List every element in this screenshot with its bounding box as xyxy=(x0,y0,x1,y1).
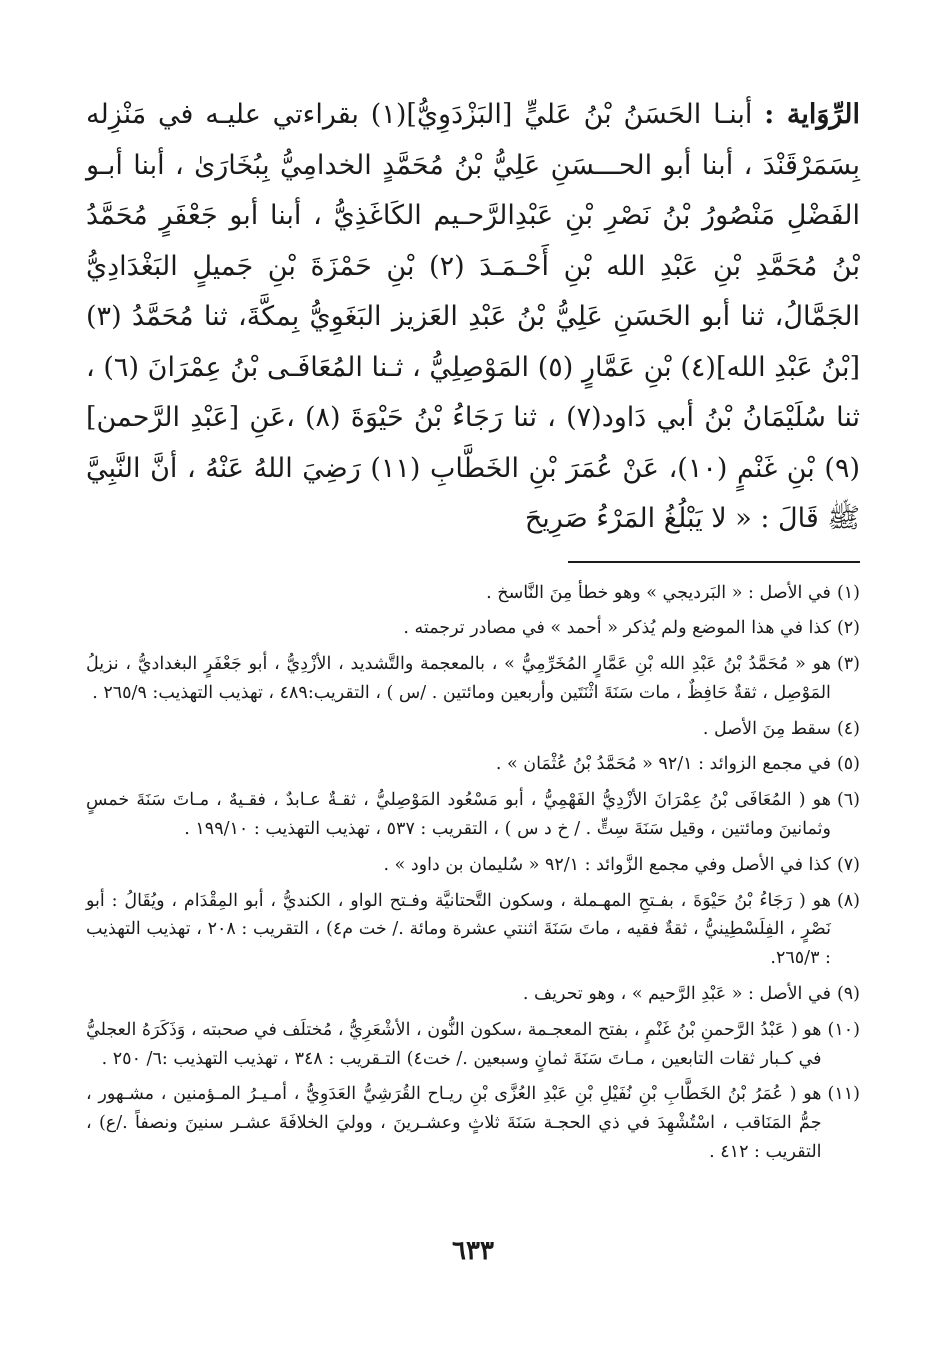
footnote-number: (٦) xyxy=(836,790,860,811)
footnote-text: كذا في الأصل وفي مجمع الزَّوائد : ٩٢/١ « سُليمان بن داود » . xyxy=(383,854,831,875)
footnote-number: (٩) xyxy=(836,984,860,1005)
footnote xyxy=(86,786,860,844)
footnote-number: (٢) xyxy=(836,618,860,639)
footnote xyxy=(86,1080,860,1166)
footnote xyxy=(86,579,860,608)
footnote xyxy=(86,750,860,779)
page-number: ٦٣٣ xyxy=(452,1236,494,1266)
footnote-number: (١١) xyxy=(827,1084,860,1105)
footnote xyxy=(86,614,860,643)
footnote-number: (٥) xyxy=(836,754,860,775)
footnote-text: هو « مُحَمَّدُ بْنُ عَبْدِ الله بْنِ عَمَّارٍ المُخَرِّمِيُّ » ، بالمعجمة والتَّشديد ، الأزْدِيُّ ، أبو جَعْفَرٍ البغداديُّ ، نزيلُ المَوْصِل ، ثقةٌ حَافِظٌ ، مات سَنَةَ اثْنَتَين وأربعين ومائتين . /س ) ، التقريب:٤٨٩ ، تهذيب التهذيب: ٢٦٥/٩ . xyxy=(86,654,831,703)
footnote-text: هو ( المُعَافَى بْنُ عِمْرَانَ الأزْدِيُّ الفَهْمِيُّ ، أبو مَسْعُود المَوْصِليُّ ، ثقـةٌ عـابدٌ ، فقـيهٌ ، مـاتَ سَنَةَ خمسٍ وثمانينَ ومائتين ، وقيل سَنَةَ سِتٍّ . / خ د س ) ، التقريب : ٥٣٧ ، تهذيب التهذيب : ١٩٩/١٠ . xyxy=(86,790,831,840)
riwaya-text: أبنـا الحَسَنُ بْنُ عَليٍّ [البَزْدَوِيُّ](١) بقراءتي عليـه في مَنْزِله بِسَمَرْقَنْدَ ، أبنا أبو الحـــسَنِ عَلِيُّ بْنُ مُحَمَّدٍ الخدامِيُّ بِبُخَارَىٰ ، أبنا أبـو الفَضْلِ مَنْصُورُ بْنُ نَصْرِ بْنِ عَبْدِالرَّحـيم الكَاغَذِيُّ ، أبنا أبو جَعْفَرٍ مُحَمَّدُ بْنُ مُحَمَّدِ بْنِ عَبْدِ الله بْنِ أَحْـمَـدَ (٢) بْنِ حَمْزَةَ بْنِ جَميلٍ البَغْدَادِيُّ الجَمَّالُ، ثنا أبو الحَسَنِ عَلِيُّ بْنُ عَبْدِ العَزيز البَغَوِيُّ بِمكَّةَ، ثنا مُحَمَّدُ (٣) [بْنُ عَبْدِ الله](٤) بْنِ عَمَّارٍ (٥) المَوْصِلِيُّ ، ثـنا المُعَافَـى بْنُ عِمْرَانَ (٦) ، ثنا سُلَيْمَانُ بْنُ أبي دَاود(٧) ، ثنا رَجَاءُ بْنُ حَيْوَةَ (٨) ،عَنِ [عَبْدِ الرَّحمن] (٩) بْنِ غَنْمٍ (١٠)، عَنْ عُمَرَ بْنِ الخَطَّابِ (١١) رَضِيَ اللهُ عَنْهُ ، أنَّ النَّبِيَّ ﷺ قَالَ : « لا يَبْلُغُ المَرْءُ صَرِيحَ xyxy=(86,99,860,534)
footnotes xyxy=(86,579,860,1167)
footnote xyxy=(86,887,860,973)
footnote-number: (٤) xyxy=(836,718,860,739)
footnote xyxy=(86,650,860,708)
footnote-number: (٨) xyxy=(836,890,860,911)
footnote-text: كذا في هذا الموضع ولم يُذكر « أحمد » في مصادر ترجمته . xyxy=(403,618,831,639)
main-paragraph xyxy=(86,90,860,545)
footnote-separator xyxy=(568,561,860,563)
footnote xyxy=(86,851,860,880)
riwaya-label: الرِّوَاية : xyxy=(764,99,860,130)
footnote-number: (١٠) xyxy=(827,1019,860,1040)
footnote-text: هو ( رَجَاءُ بْنُ حَيْوَةَ ، بفـتحِ المهـملة ، وسكون التَّحتانيَّة وفـتح الواو ، الكنديُّ ، أبو المِقْدَام ، ويُقَالُ : أبو نَصْرٍ ، الفِلَسْطِينيُّ ، ثقةٌ فقيه ، ماتَ سَنَةَ اثنتي عشرة ومائة ./ خت م٤) ، التقريب : ٢٠٨ ، تهذيب التهذيب : ٢٦٥/٣. xyxy=(86,890,831,969)
footnote-text: في مجمع الزوائد : ٩٢/١ « مُحَمَّدُ بْنُ عُثْمَان » . xyxy=(495,754,831,775)
footnote-text: هو ( عَبْدُ الرَّحمنِ بْنُ غَنْمٍ ، بفتح المعجـمة ،سكون النُّون ، الأشْعَرِيُّ ، مُختلَف في صحبته ، وَذَكَرَهُ العجليُّ في كـبار ثقات التابعين ، مـاتَ سَنَةَ ثمانٍ وسبعين ./ خت٤) التـقريب : ٣٤٨ ، تهذيب التهذيب :٦/ ٢٥٠ . xyxy=(86,1019,822,1069)
main-text xyxy=(86,90,860,545)
footnote-text: هو ( عُمَرُ بْنُ الخَطَّابِ بْنِ نُفَيْلِ بْنِ عَبْدِ العُزَّى بْنِ ريـاح القُرَشِيُّ العَدَوِيُّ ، أمـيـرُ المـؤمنين ، مشـهور ، جمُّ المَنَاقب ، اسْتُشْهِدَ في ذي الحجـة سَنَةَ ثلاثٍ وعشـرينَ ، ووليَ الخلافَةَ عشـر سنينَ ونصفاً ./ع) ، التقريب : ٤١٢ . xyxy=(86,1084,822,1163)
footnote-text: في الأصل : « عَبْدِ الرَّحيم » ، وهو تحريف . xyxy=(522,984,831,1005)
footnote-text: في الأصل : « البَرديجي » وهو خطأ مِنَ النَّاسخ . xyxy=(486,582,831,603)
footnote-number: (١) xyxy=(836,582,860,603)
footnote-number: (٣) xyxy=(836,654,860,675)
footnote-number: (٧) xyxy=(836,854,860,875)
footnote xyxy=(86,715,860,744)
footnote xyxy=(86,1016,860,1074)
footnote-text: سقط مِنَ الأصل . xyxy=(702,718,831,739)
footnote xyxy=(86,980,860,1009)
